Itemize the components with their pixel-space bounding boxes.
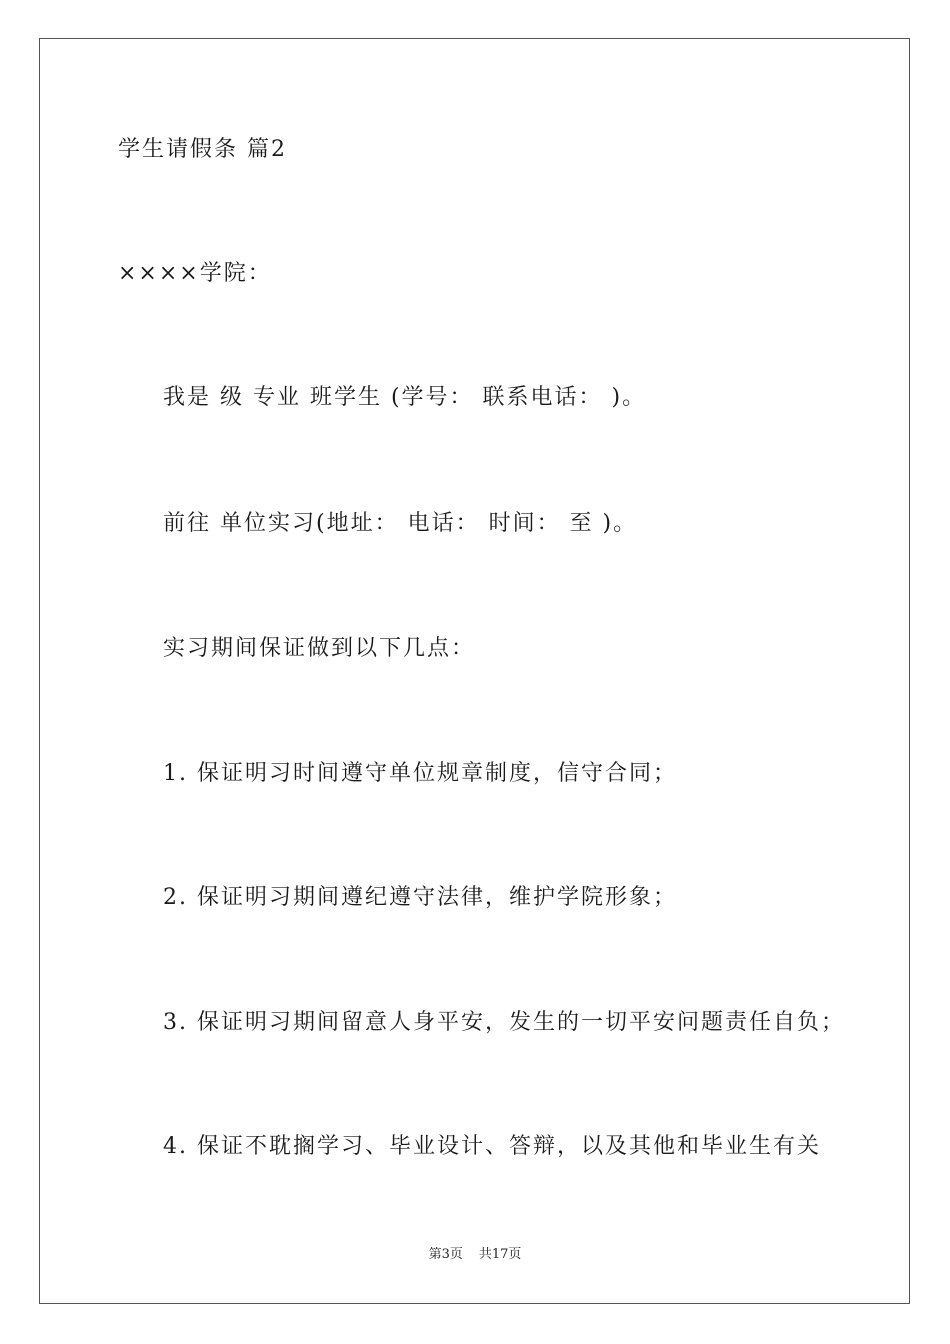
paragraph-internship-unit: 前往 单位实习(地址： 电话： 时间： 至 )。	[163, 511, 638, 536]
paragraph-pledge-intro: 实习期间保证做到以下几点：	[163, 636, 476, 661]
pledge-item-3: 3. 保证明习期间留意人身平安，发生的一切平安问题责任自负；	[163, 1010, 845, 1035]
salutation: ××××学院：	[118, 261, 272, 286]
paragraph-student-info: 我是 级 专业 班学生 (学号： 联系电话： )。	[163, 385, 647, 410]
page-total: 共17页	[478, 1247, 522, 1262]
page-border	[39, 38, 910, 1304]
document-title: 学生请假条 篇2	[118, 137, 287, 162]
pledge-item-4: 4. 保证不耽搁学习、毕业设计、答辩，以及其他和毕业生有关	[163, 1134, 821, 1159]
page-number: 第3页	[428, 1247, 463, 1262]
pledge-item-1: 1. 保证明习时间遵守单位规章制度，信守合同；	[163, 761, 677, 786]
pledge-item-2: 2. 保证明习期间遵纪遵守法律，维护学院形象；	[163, 885, 677, 910]
page-footer	[0, 1246, 950, 1264]
